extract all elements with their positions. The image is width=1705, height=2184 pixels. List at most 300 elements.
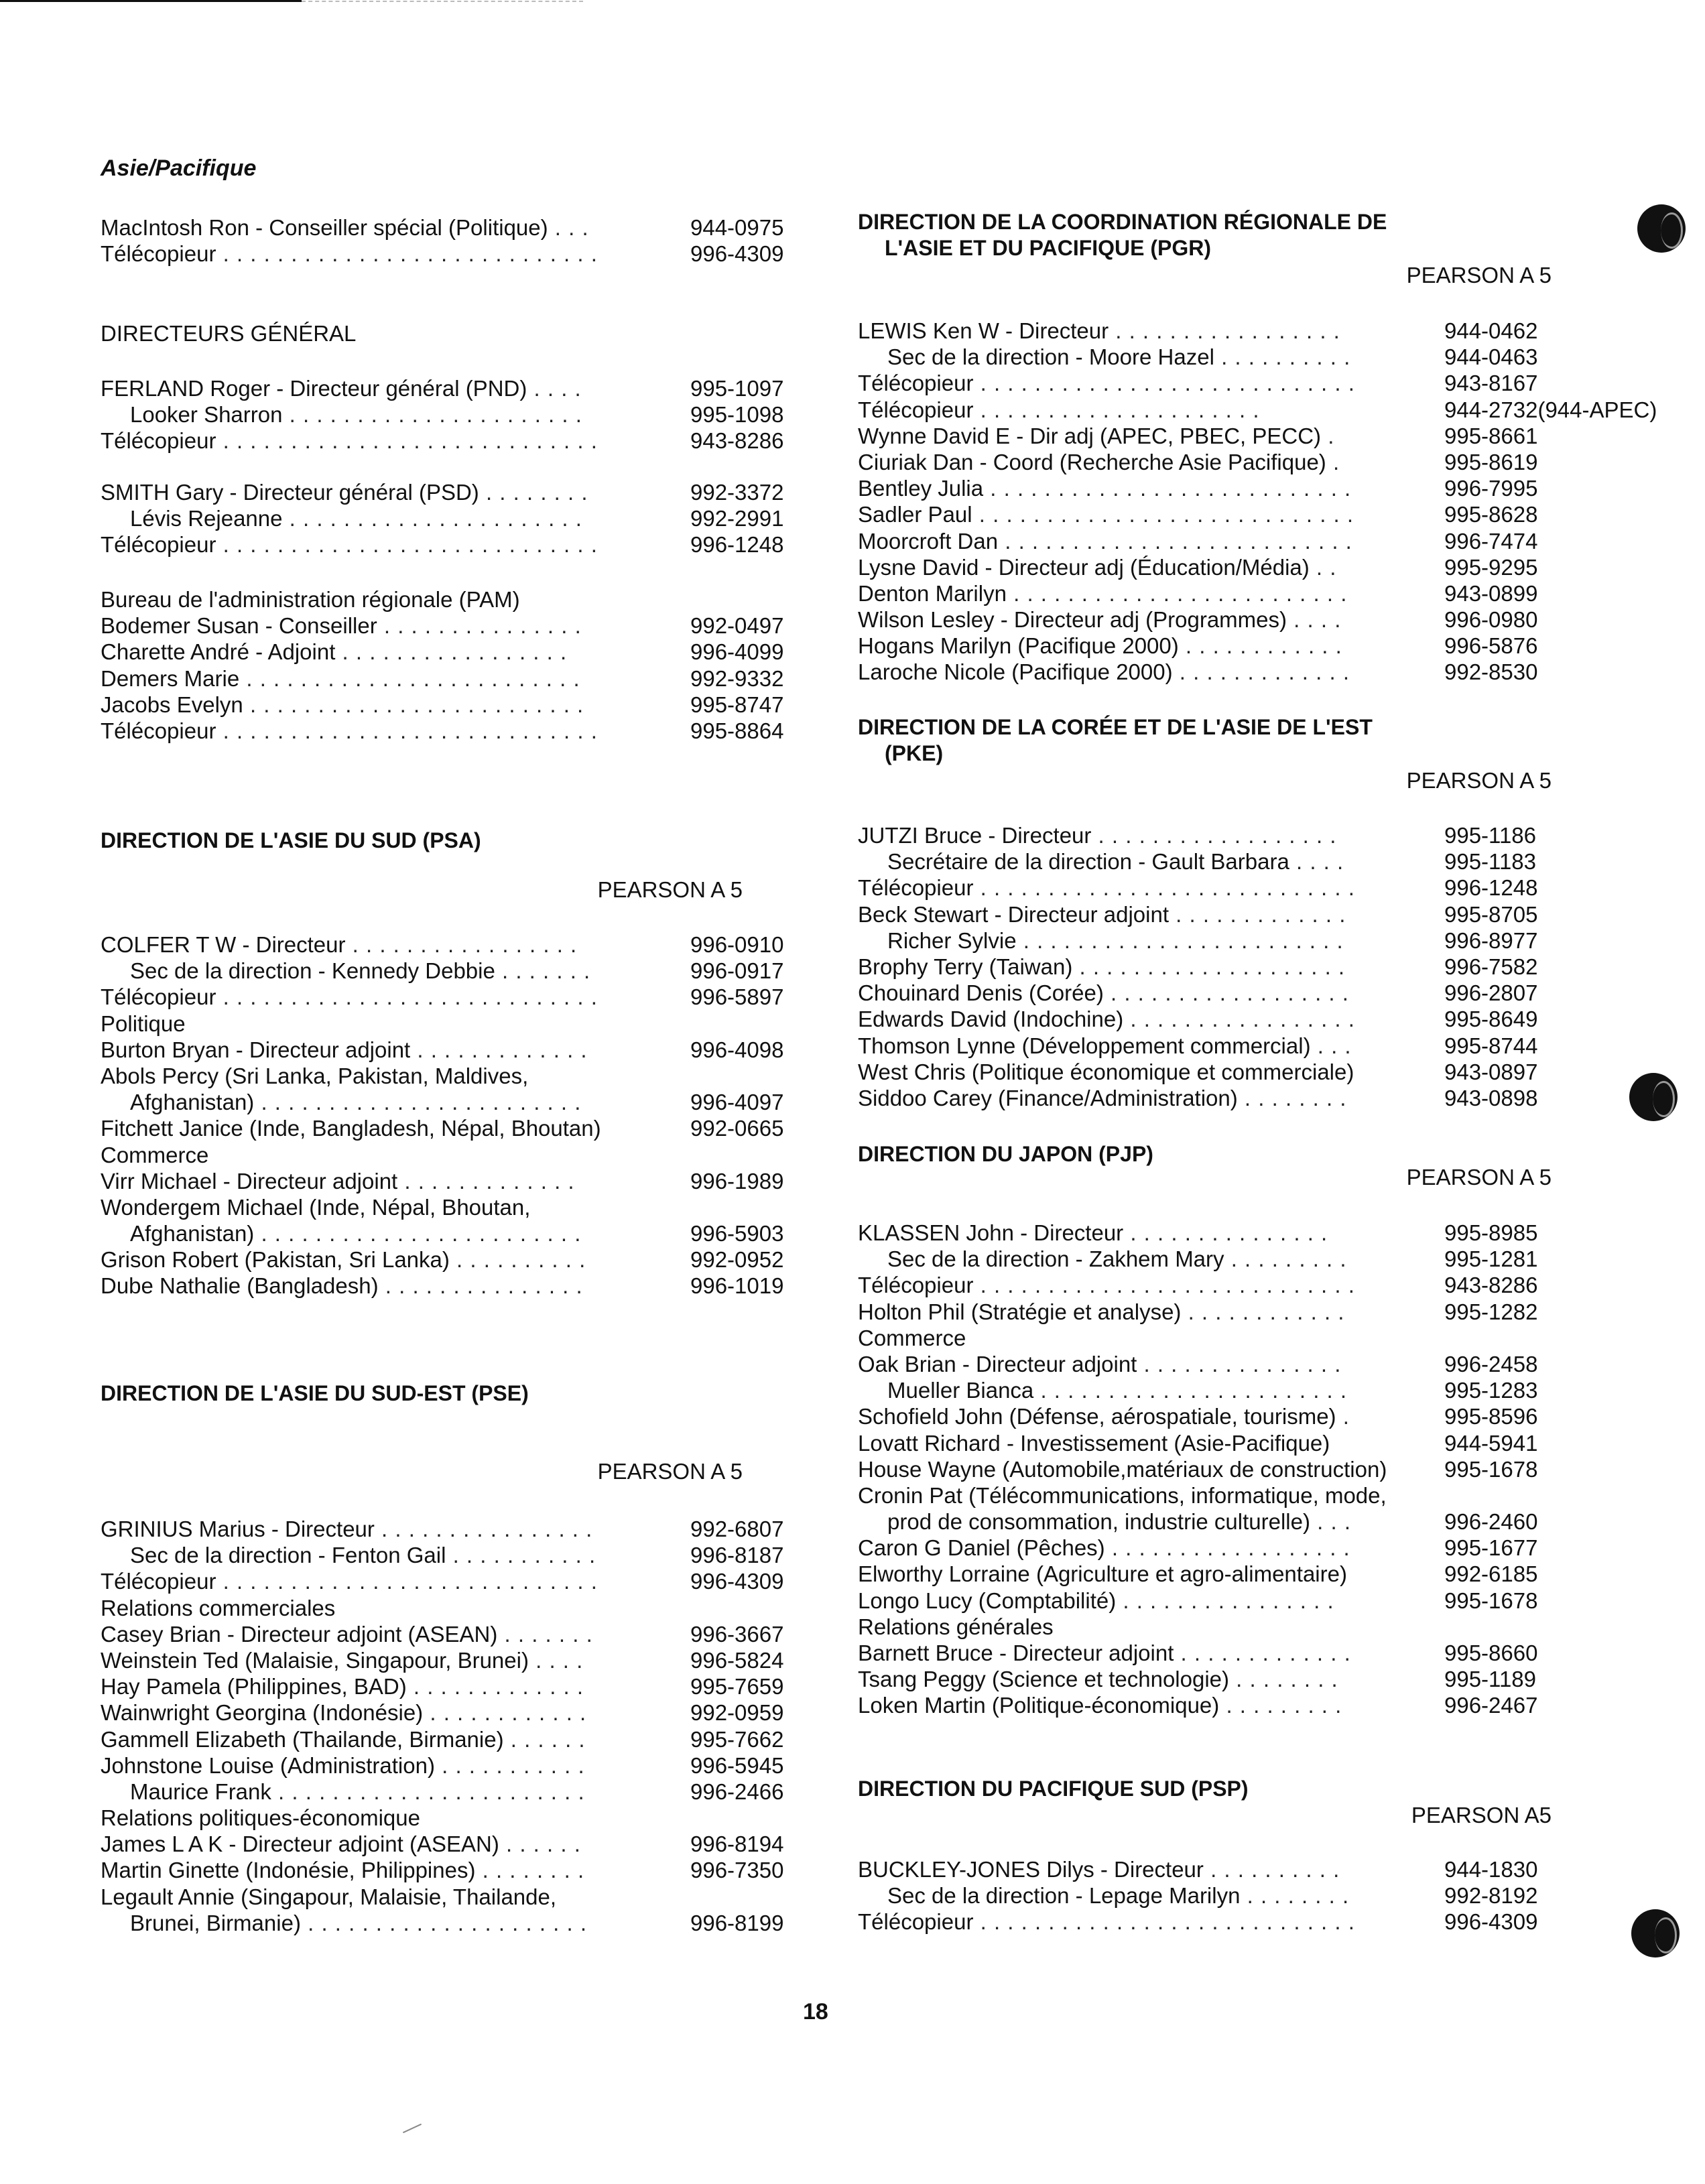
phone-number: 995-1677 (1444, 1535, 1538, 1561)
phone-number: 995-1186 (1444, 823, 1537, 848)
phone-number: 995-8660 (1444, 1641, 1538, 1665)
directory-row (858, 1246, 1555, 1272)
directory-row (101, 214, 798, 241)
phone-number: 995-8747 (690, 692, 784, 717)
entry-name (858, 1085, 1346, 1111)
entry-block (101, 828, 798, 854)
entry-name-text: Schofield John (Défense, aérospatiale, tourisme) (858, 1404, 1336, 1429)
directory-row (858, 659, 1555, 685)
entry-name-text: Moorcroft Dan (858, 528, 999, 554)
section-heading: DIRECTION DU PACIFIQUE SUD (PSP) (858, 1777, 1249, 1801)
section-heading: L'ASIE ET DU PACIFIQUE (PGR) (885, 236, 1212, 260)
phone-number: 992-2991 (690, 506, 784, 531)
entry-name-text: LEWIS Ken W - Directeur (858, 318, 1109, 343)
entry-name (101, 214, 589, 241)
phone-number: 944-0462 (1444, 318, 1538, 343)
phone-number: 995-8596 (1444, 1404, 1538, 1429)
leader-dots: . . . (1310, 1033, 1352, 1058)
entry-block (858, 209, 1555, 261)
leader-dots: . . . . . . . . . . . . . . . (378, 1273, 583, 1299)
entry-name (101, 1884, 556, 1910)
entry-name (887, 1246, 1347, 1272)
leader-dots: . . . . . . . . . . . . . . . . . . . . . . . . . . . (983, 476, 1352, 501)
leader-dots: . . . (548, 215, 589, 240)
entry-name-text: FERLAND Roger - Directeur général (PND) (101, 376, 527, 401)
entry-name-text: Demers Marie (101, 665, 240, 691)
directory-row (858, 633, 1555, 659)
section-heading: DIRECTION DE L'ASIE DU SUD (PSA) (101, 828, 481, 852)
entry-name-text: Télécopieur (101, 718, 216, 743)
entry-name-text: prod de consommation, industrie culturelle) (887, 1509, 1310, 1535)
directory-row (101, 375, 798, 401)
leader-dots: . . . . . . . . . . . . . . . . . (1109, 318, 1340, 343)
directory-row (101, 613, 798, 639)
entry-name (858, 1059, 1354, 1085)
leader-dots: . . . . . . . . . . . . . . . . . . . . . . . . . . . . (973, 1909, 1355, 1935)
directory-row (858, 822, 1555, 848)
entry-name-text: Charette André - Adjoint (101, 639, 336, 665)
entry-name (101, 1805, 420, 1831)
page-number: 18 (803, 1999, 828, 2025)
entry-name-text: Brophy Terry (Taiwan) (858, 954, 1073, 979)
entry-name-text: Casey Brian - Directeur adjoint (ASEAN) (101, 1621, 498, 1647)
directory-row (101, 1273, 798, 1299)
directory-row (101, 718, 798, 744)
directory-row (101, 531, 798, 558)
entry-name (858, 1403, 1350, 1429)
entry-name (101, 932, 577, 958)
entry-block (858, 1801, 1555, 1829)
directory-row (858, 1561, 1555, 1587)
phone-number: 996-1248 (690, 532, 784, 558)
phone-number: 996-4309 (690, 241, 784, 267)
entry-name (130, 401, 582, 428)
entry-name (101, 639, 567, 665)
entry-name (130, 505, 582, 531)
leader-dots: . . . . . . . . (479, 480, 588, 505)
entry-name-text: Relations commerciales (101, 1595, 336, 1620)
phone-number: 943-0898 (1444, 1085, 1538, 1110)
building-location: PEARSON A 5 (1406, 263, 1552, 287)
phone-number: 996-5903 (690, 1221, 784, 1246)
entry-name (858, 1325, 966, 1351)
phone-number: 992-6185 (1444, 1561, 1538, 1587)
entry-name-text: Relations générales (858, 1614, 1054, 1639)
leader-dots: . . . . . . . . . . . . . . . . . . . . . . . (1033, 1378, 1348, 1403)
leader-dots: . . . . . . . . . . . . (423, 1700, 587, 1726)
leader-dots: . (1336, 1404, 1350, 1429)
entry-name-text: Télécopieur (858, 397, 974, 422)
entry-name-text: Dube Nathalie (Bangladesh) (101, 1273, 379, 1299)
phone-number: 996-2466 (690, 1779, 784, 1804)
leader-dots: . . . . . . . . . . . . . . . . . . . . . . . . . . . . (216, 718, 598, 743)
scan-speck (403, 2124, 422, 2133)
directory-row (858, 1085, 1555, 1111)
directory-row (858, 980, 1555, 1006)
phone-number: 996-5897 (690, 984, 784, 1010)
entry-name (101, 531, 598, 558)
leader-dots: . . . . . . (503, 1726, 586, 1752)
entry-name-text: Thomson Lynne (Développement commercial) (858, 1033, 1311, 1058)
phone-number: 995-8649 (1444, 1007, 1538, 1032)
entry-name (858, 528, 1352, 554)
directory-row (858, 1856, 1555, 1882)
leader-dots: . . . . . . . . . . . . . . . . . . . . . . . . . . . . (972, 502, 1354, 527)
entry-name (858, 449, 1340, 475)
entry-name-text: Ciuriak Dan - Coord (Recherche Asie Pacifique) (858, 449, 1326, 474)
entry-name (858, 1351, 1341, 1377)
entry-name (858, 580, 1347, 606)
phone-number: 996-7474 (1444, 528, 1538, 554)
directory-row (858, 449, 1555, 475)
entry-name-text: Politique (101, 1011, 186, 1036)
directory-row (101, 401, 798, 428)
phone-number: 995-1183 (1444, 849, 1537, 875)
phone-number: 995-8661 (1444, 423, 1538, 448)
entry-name-text: Hay Pamela (Philippines, BAD) (101, 1674, 407, 1699)
entry-name-text: Télécopieur (858, 1273, 974, 1298)
leader-dots: . . . . . . . . . . . . . (406, 1674, 584, 1699)
entry-name-text: Siddoo Carey (Finance/Administration) (858, 1085, 1238, 1110)
entry-name-text: West Chris (Politique économique et commerciale) (858, 1059, 1354, 1084)
entry-name (858, 1430, 1330, 1456)
entry-name-text: COLFER T W - Directeur (101, 932, 346, 957)
directory-row (101, 1621, 798, 1647)
building-location: PEARSON A 5 (597, 877, 743, 902)
directory-row (101, 586, 798, 613)
leader-dots: . . . . . . . . . . . . . . . . . . . . . . . . (254, 1090, 582, 1115)
entry-name (858, 1220, 1328, 1246)
directory-row (858, 1272, 1555, 1298)
entry-name (101, 984, 598, 1010)
entry-name (858, 606, 1341, 633)
entry-name-text: Afghanistan) (130, 1221, 255, 1246)
directory-row (858, 1430, 1555, 1456)
directory-row (101, 1673, 798, 1699)
phone-number: 996-4098 (690, 1037, 784, 1062)
entry-name (101, 241, 598, 267)
leader-dots: . . . . . . . . . . . . . . . . . . . . . . . . . . . . (973, 1273, 1355, 1298)
phone-number: 996-0980 (1444, 607, 1538, 633)
entry-name (858, 954, 1345, 980)
entry-name (101, 1673, 584, 1699)
phone-number: 995-1098 (690, 402, 784, 428)
entry-name-text: Lovatt Richard - Investissement (Asie-Pacifique) (858, 1430, 1330, 1456)
section-heading: (PKE) (885, 741, 944, 765)
entry-name-text: SMITH Gary - Directeur général (PSD) (101, 480, 479, 505)
entry-name-text: Richer Sylvie (887, 927, 1017, 953)
entry-name (887, 344, 1350, 370)
entry-name-text: Afghanistan) (130, 1090, 255, 1115)
phone-number: 995-1678 (1444, 1456, 1538, 1482)
directory-row (858, 1006, 1555, 1032)
entry-name-text: Sec de la direction - Zakhem Mary (887, 1246, 1224, 1272)
entry-name (858, 901, 1346, 927)
phone-number: 996-8199 (690, 1910, 784, 1935)
directory-row (858, 1640, 1555, 1666)
leader-dots: . . . . (1287, 607, 1342, 633)
entry-block (101, 320, 798, 346)
entry-name (858, 423, 1334, 449)
entry-name (101, 1595, 335, 1621)
directory-row (858, 927, 1555, 954)
entry-name (101, 1011, 186, 1037)
entry-name (101, 665, 580, 692)
leader-dots: . . . . . . . (497, 1621, 593, 1647)
phone-number: 996-5945 (690, 1752, 784, 1778)
phone-number: 996-2460 (1444, 1509, 1538, 1535)
directory-row (101, 1011, 798, 1037)
phone-number: 995-8705 (1444, 901, 1538, 927)
entry-name-text: Johnstone Louise (Administration) (101, 1752, 435, 1778)
entry-name (858, 397, 1260, 423)
entry-name-text: Holton Phil (Stratégie et analyse) (858, 1299, 1182, 1324)
building-location: PEARSON A 5 (1406, 768, 1552, 793)
directory-row (101, 1595, 798, 1621)
entry-name (858, 822, 1336, 848)
entry-name-text: Sec de la direction - Lepage Marilyn (887, 1883, 1241, 1909)
leader-dots: . (1326, 449, 1340, 474)
entry-name-text: Gammell Elizabeth (Thailande, Birmanie) (101, 1726, 504, 1752)
entry-block (101, 876, 798, 903)
entry-name (887, 1508, 1351, 1535)
phone-number: 992-0665 (690, 1116, 784, 1141)
entry-name-text: Chouinard Denis (Corée) (858, 980, 1104, 1006)
directory-row (101, 505, 798, 531)
phone-number: 996-1019 (690, 1273, 784, 1299)
entry-name (101, 1168, 575, 1194)
entry-name-text: Longo Lucy (Comptabilité) (858, 1588, 1117, 1613)
phone-number: 944-5941 (1444, 1430, 1538, 1456)
entry-name-text: Laroche Nicole (Pacifique 2000) (858, 659, 1173, 685)
entry-name (101, 1857, 584, 1883)
leader-dots: . . . . . . . . . . . . . . . . . . . . . . . . . . . . (216, 241, 598, 267)
phone-number: 996-7350 (690, 1858, 784, 1883)
entry-name (130, 1779, 585, 1805)
entry-block (101, 214, 798, 267)
entry-name-text: Loken Martin (Politique-économique) (858, 1693, 1220, 1718)
entry-name (101, 1273, 583, 1299)
directory-row (101, 932, 798, 958)
phone-number: 995-1189 (1444, 1667, 1537, 1692)
leader-dots: . . . . . . . . . (1219, 1693, 1342, 1718)
phone-number: 995-8628 (1444, 502, 1538, 527)
entry-name (858, 1856, 1340, 1882)
entry-name-text: Télécopieur (101, 241, 216, 267)
directory-row (101, 958, 798, 984)
directory-row (858, 1403, 1555, 1429)
leader-dots: . . . . . . . . . . . . . . . . . (335, 639, 568, 665)
leader-dots: . . . . . . . . . . . . . . . (377, 613, 582, 639)
entry-name (858, 1456, 1387, 1482)
leader-dots: . . . . . . . . . . . . . . . . . . . . . . . . . (243, 692, 584, 717)
directory-row (858, 344, 1555, 370)
directory-row (858, 1614, 1555, 1640)
phone-number: 992-0959 (690, 1700, 784, 1726)
entry-name-text: MacIntosh Ron - Conseiller spécial (Politique) (101, 215, 548, 240)
entry-block (858, 1163, 1555, 1191)
entry-name-text: James L A K - Directeur adjoint (ASEAN) (101, 1832, 499, 1857)
entry-name-text: Oak Brian - Directeur adjoint (858, 1351, 1137, 1376)
directory-row (858, 1588, 1555, 1614)
entry-name-text: Télécopieur (101, 1569, 216, 1594)
phone-number: 996-4309 (1444, 1909, 1538, 1935)
entry-name-text: Edwards David (Indochine) (858, 1007, 1124, 1032)
entry-name (101, 1699, 586, 1726)
phone-number: 996-4309 (690, 1569, 784, 1594)
leader-dots: . . . . . . . (495, 958, 591, 984)
directory-row (101, 1220, 798, 1246)
section-heading: DIRECTION DE L'ASIE DU SUD-EST (PSE) (101, 1381, 529, 1405)
phone-number: 992-0952 (690, 1247, 784, 1273)
entry-name-text: Télécopieur (101, 532, 216, 558)
leader-dots: . . . . . . . . (1240, 1883, 1350, 1909)
directory-row (858, 1033, 1555, 1059)
phone-number: 992-3372 (690, 480, 784, 505)
leader-dots: . . . . . . . . . . . . . . . . . . . . . . . . . . . . (216, 1569, 598, 1594)
leader-dots: . . . . . . . . . . . . (1181, 1299, 1345, 1324)
entry-name-text: Bentley Julia (858, 476, 984, 501)
directory-row (101, 1752, 798, 1779)
entry-name-text: Barnett Bruce - Directeur adjoint (858, 1641, 1174, 1665)
leader-dots: . . . . . . . . . . . . . . . . . . . . . . . . (1016, 927, 1344, 953)
entry-name (101, 1621, 593, 1647)
phone-number: 995-1097 (690, 376, 784, 401)
entry-name-text: GRINIUS Marius - Directeur (101, 1517, 375, 1541)
leader-dots: . . . . . . . . . . . . . . . . . . . . . . . . . . . . (973, 875, 1355, 901)
phone-number: 996-8187 (690, 1543, 784, 1568)
leader-dots: . . . . (527, 376, 582, 401)
entry-name-text: Wilson Lesley - Directeur adj (Programmes) (858, 607, 1287, 633)
leader-dots: . . . . . . . . . . . . . . . . . . . . . . . . (254, 1221, 582, 1246)
leader-dots: . . . . . . . . . . (1203, 1857, 1340, 1882)
directory-row (101, 1910, 798, 1936)
leader-dots: . . . . . . . . . . . . . . . . . . . . . . . . . . . . (216, 428, 598, 454)
entry-block (858, 714, 1555, 767)
entry-name-text: Looker Sharron (130, 402, 283, 428)
leader-dots: . . . . (528, 1647, 584, 1673)
phone-number: 996-1248 (1444, 875, 1538, 901)
directory-row (858, 1299, 1555, 1325)
entry-name-text: Wynne David E - Dir adj (APEC, PBEC, PECC) (858, 423, 1322, 448)
entry-block (101, 1458, 798, 1485)
directory-row (101, 241, 798, 267)
entry-name-text: Burton Bryan - Directeur adjoint (101, 1037, 411, 1062)
phone-number: 944-0463 (1444, 344, 1538, 370)
directory-row (858, 1325, 1555, 1351)
entry-name-text: Mueller Bianca (887, 1378, 1034, 1403)
leader-dots: . . . . . . . . (475, 1858, 585, 1883)
entry-name (858, 1561, 1347, 1587)
entry-name-text: KLASSEN John - Directeur (858, 1220, 1124, 1245)
building-location: PEARSON A 5 (597, 1459, 743, 1484)
entry-name (858, 659, 1350, 685)
directory-row (858, 1909, 1555, 1935)
entry-name (858, 554, 1336, 580)
entry-name-text: Cronin Pat (Télécommunications, informatique, mode, (858, 1482, 1387, 1508)
directory-row (858, 370, 1555, 396)
entry-name (858, 875, 1355, 901)
entry-name-text: Sadler Paul (858, 502, 972, 527)
entry-name (101, 1647, 583, 1673)
phone-number: 996-2807 (1444, 980, 1538, 1006)
entry-name-text: Secrétaire de la direction - Gault Barbara (887, 849, 1289, 875)
leader-dots: . . . . . . . . . . . . . . . . . (345, 932, 578, 957)
leader-dots: . . . . . . . . . . . . . (1169, 901, 1346, 927)
phone-number: 995-7662 (690, 1726, 784, 1752)
phone-number: 943-8167 (1444, 371, 1538, 396)
entry-name-text: Sec de la direction - Moore Hazel (887, 344, 1214, 370)
entry-name (101, 428, 598, 454)
directory-row (858, 1482, 1555, 1508)
entry-name-text: JUTZI Bruce - Directeur (858, 823, 1092, 848)
entry-name (858, 1614, 1054, 1640)
entry-name (858, 475, 1351, 501)
entry-name-text: House Wayne (Automobile,matériaux de construction) (858, 1456, 1387, 1482)
directory-row (101, 1516, 798, 1542)
entry-name (858, 1299, 1344, 1325)
entry-name (101, 1568, 598, 1594)
leader-dots: . . . . . . . . . . . . . . . . . . . . . . (282, 402, 582, 428)
directory-row (101, 1647, 798, 1673)
leader-dots: . . (1309, 554, 1337, 580)
entry-name (101, 1115, 601, 1141)
entry-name (101, 1142, 208, 1168)
leader-dots: . . . . . . . . . . (449, 1247, 586, 1273)
directory-row (101, 1063, 798, 1089)
directory-row (101, 1831, 798, 1857)
entry-name (858, 633, 1342, 659)
punch-hole-middle (1629, 1073, 1678, 1121)
directory-row (858, 1666, 1555, 1692)
directory-row (101, 1884, 798, 1910)
leader-dots: . . . . . . . . . . . . . . . . . . . . (1072, 954, 1346, 979)
directory-row (101, 1726, 798, 1752)
directory-row (858, 1456, 1555, 1482)
directory-row (858, 1508, 1555, 1535)
entry-name-text: Lysne David - Directeur adj (Éducation/Média) (858, 554, 1310, 580)
directory-row (858, 580, 1555, 606)
entry-name (887, 848, 1344, 875)
top-rule (0, 0, 302, 2)
leader-dots: . . . . . . . . . . . . (1178, 633, 1342, 659)
subsection-title: DIRECTEURS GÉNÉRAL (101, 321, 357, 346)
directory-row (858, 1692, 1555, 1718)
phone-number: 996-3667 (690, 1621, 784, 1647)
leader-dots: . . . . . . . . . . . . . (1174, 1641, 1351, 1665)
entry-name (130, 958, 590, 984)
phone-number: 995-8619 (1444, 449, 1538, 474)
entry-name-text: Jacobs Evelyn (101, 692, 243, 717)
entry-block (101, 586, 798, 744)
leader-dots: . . . . . . . . . . . . . (397, 1168, 575, 1194)
leader-dots: . . . . . . . . . . . . . . . . . (1123, 1007, 1355, 1032)
entry-name-text: Denton Marilyn (858, 580, 1007, 606)
entry-name (858, 1006, 1355, 1032)
entry-name (101, 613, 582, 639)
directory-row (101, 639, 798, 665)
phone-number: 995-8744 (1444, 1033, 1538, 1058)
leader-dots: . . . . . . . . . . . . . . . . . . . . . . . . . . (998, 528, 1352, 554)
directory-row (101, 1194, 798, 1220)
entry-name (858, 1588, 1334, 1614)
phone-number: 996-2458 (1444, 1351, 1538, 1376)
leader-dots: . . . . . . . . . . . (446, 1543, 596, 1568)
entry-block (101, 1380, 798, 1407)
phone-number: 995-9295 (1444, 554, 1538, 580)
entry-name-text: Télécopieur (101, 428, 216, 454)
entry-name-text: Martin Ginette (Indonésie, Philippines) (101, 1858, 476, 1883)
